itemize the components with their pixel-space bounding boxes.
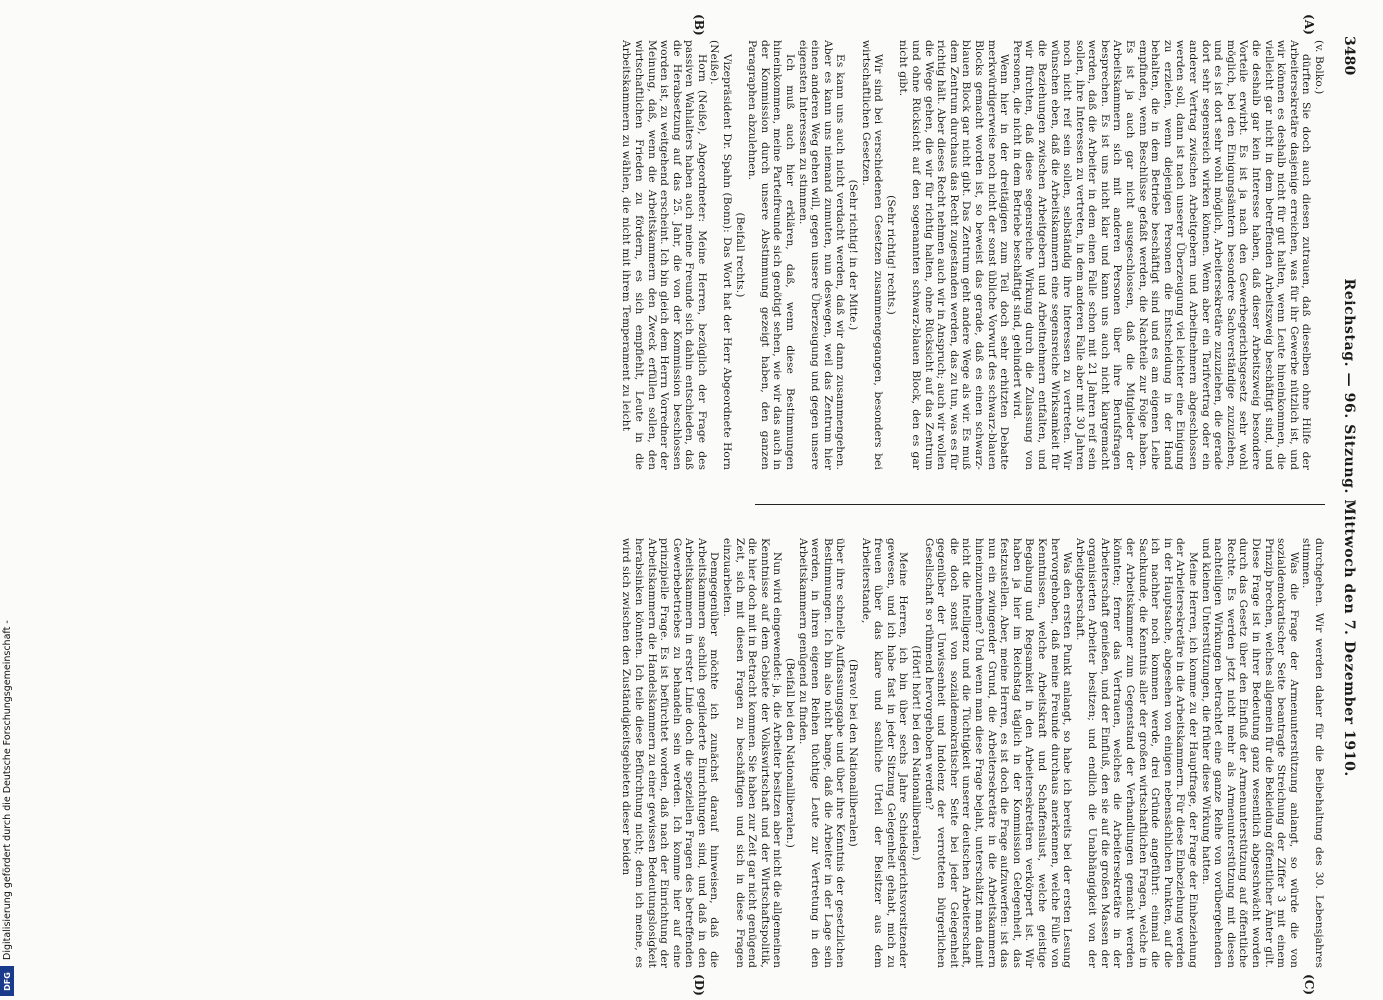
margin-letter-b: (B) bbox=[692, 14, 706, 36]
digitization-note bbox=[0, 0, 16, 1000]
paragraph: (Beifall bei den Nationalliberalen.) bbox=[784, 658, 797, 848]
page-title: Reichstag. — 96. Sitzung. Mittwoch den 7. Dezember 1910. bbox=[1341, 278, 1357, 777]
paragraph: über ihre schnelle Auffassungsgabe und über ihre Kenntnis der gesetzlichen Bestimmungen. Ich bin also nicht bange, daß die Arbeiter in der Lage sein werden, in ihren eigenen Reihen tüchtige Leute zur Vertretung in den Arbeitskammern genügend zu finden. bbox=[796, 538, 847, 968]
paragraph: Was die Frage der Armenunterstützung anlangt, so würde die von sozialdemokratischer Seite beantragte Streichung der Ziffer 3 mit einem Prinzip brechen, welches allgemein für die Bekleidung öffentlicher Ämter gilt. Diese Frage ist in ihrer Bedeutung ganz wesentlich abgeschwächt worden durch das Gesetz über den Einfluß der Armenunterstützung auf öffentliche Rechte. Es werden jetzt nicht mehr als Armenunterstützung mit diesen nachteiligen Wirkungen betrachtet eine ganze Reihe von vorübergehenden und kleinen Unterstützungen, die früher diese Wirkung hatten. bbox=[1199, 538, 1300, 968]
paragraph: (Bravo! bei den Nationalliberalen) bbox=[847, 659, 860, 847]
paragraph: Ich muß auch hier erklären, daß, wenn diese Bestimmungen hineinkommen, meine Parteifreunde sich genötigt sehen, wie wir das auch in der Kommission durch unsere Abstimmung gezeigt haben, den ganzen Paragraphen abzulehnen. bbox=[746, 40, 797, 470]
paragraph: Nun wird eingewendet: ja, die Arbeiter besitzen aber nicht die allgemeinen Kenntnisse auf dem Gebiete der Volkswirtschaft und der Wirtschaftspolitik, die hier doch mit in Betracht kommen. Sie haben zur Zeit gar nicht genügend Zeit, sich mit diesen Fragen zu beschäftigen und sich in diese Fragen einzuarbeiten. bbox=[721, 538, 784, 968]
paragraph: (Hört! hört! bei den Nationalliberalen.) bbox=[910, 645, 922, 861]
paragraph: Demgegenüber möchte ich zunächst darauf hinweisen, daß die Arbeitskammern sachlich gegliederte Einrichtungen sind, und daß in den Arbeitskammern in erster Linie doch die speziellen Fragen des betreffenden Gewerbebetriebes zu behandeln sein werden. Ich komme hier auf eine prinzipielle Frage. Es ist befürchtet worden, daß nach der Einrichtung der Arbeitskammern die Handelskammern zu einer gewissen Bedeutungslosigkeit herabsinken könnten. Ich teile diese Befürchtung nicht; denn ich meine, es wird sich zwischen den Zuständigkeitsgebieten dieser beiden bbox=[620, 538, 721, 968]
rotated-document-page bbox=[55, 14, 1357, 997]
digitization-note-text: Digitalisierung gefördert durch die Deutsche Forschungsgemeinschaft - bbox=[2, 620, 13, 960]
left-column bbox=[55, 40, 1325, 470]
page-number: 3480 bbox=[1341, 36, 1357, 76]
margin-letter-a: (A) bbox=[1302, 14, 1316, 35]
paragraph: Was den ersten Punkt anlangt, so habe ich bereits bei der ersten Lesung hervorgehoben, daß meine Freunde durchaus anerkennen, welche Fülle von Kenntnissen, welche Arbeitskraft und Schaffenslust, welche geistige Begabung und Regsamkeit in den Arbeitersekretären verkörpert ist. Wir haben ja hier im Reichstag täglich in der Kommission Gelegenheit, das festzustellen. Aber, meine Herren, es ist doch die Frage aufzuwerfen: ist das nun ein zwingender Grund, die Arbeitersekretäre in die Arbeitskammern hineinzunehmen? Und wenn man diese Frage bejaht, unterschätzt man damit nicht die Intelligenz und die Tüchtigkeit unserer deutschen Arbeiterschaft, die doch sonst von sozialdemokratischer Seite bei jeder Gelegenheit gegenüber der Unwissenheit und Indolenz der verrotteten bürgerlichen Gesellschaft so rühmend hervorgehoben werden? bbox=[922, 538, 1074, 968]
paragraph: dürften Sie doch auch diesen zutrauen, daß dieselben ohne Hilfe der Arbeitersekretäre dasjenige erreichen, was für ihr Gewerbe nützlich ist, und wir können es deshalb nicht für gut halten, wenn Leute hineinkommen, die vielleicht gar nicht in dem betreffenden Arbeitszweig beschäftigt sind, und die deshalb gar kein Interesse haben, daß dieser Arbeitszweig besondere Vorteile erwirbt. Es ist ja nach den Gewerbegerichtsgesetz sehr wohl möglich, bei den Einigungsämtern besondere Sachverständige zuzuziehen, und es ist dort sehr wohl möglich, Arbeitersekretäre zuzuziehen, die gerade dort sehr segensreich wirken können. Wenn aber ein Tarifvertrag oder ein anderer Vertrag zwischen Arbeitgebern und Arbeitnehmern abgeschlossen werden soll, dann ist nach unserer Überzeugung viel leichter eine Einigung zu erzielen, wenn diejenigen Personen die Entscheidung in der Hand behalten, die in dem Betriebe beschäftigt sind und es am eigenen Leibe empfinden, wenn Beschlüsse gefaßt werden, die Nachteile zur Folge haben. Es ist ja auch gar nicht ausgeschlossen, daß die Mitglieder der Arbeitskammern sich mit anderen Personen über ihre Berufsfragen besprechen. Es ist uns nicht klar und kann uns auch nicht klargemacht werden, daß die Arbeiter in dem einen Falle schon mit 21 Jahren reif sein sollen, ihre Interessen zu vertreten, in dem anderen Falle aber mit 30 Jahren noch nicht reif sein sollen, selbständig ihre Interessen zu vertreten. Wir wünschen eben, daß die Arbeitskammern eine segensreiche Wirksamkeit für die Beziehungen zwischen Arbeitgebern und Arbeitnehmern entfalten, und wir fürchten, daß diese segensreiche Wirkung durch die Zulassung von Personen, die nicht in dem Betriebe beschäftigt sind, gehindert wird. bbox=[1010, 40, 1313, 470]
paragraph: durchgehen. Wir werden daher für die Beibehaltung des 30. Lebensjahres stimmen. bbox=[1300, 538, 1325, 968]
dfg-logo bbox=[0, 966, 14, 996]
column-divider bbox=[755, 504, 1325, 505]
paragraph: Meine Herren, ich bin über sechs Jahre Schiedsgerichtsvorsitzender gewesen, und ich habe fast in jeder Sitzung Gelegenheit gehabt, mich zu freuen über das klare und sachliche Urteil der Beisitzer aus dem Arbeiterstande, bbox=[859, 538, 910, 968]
paragraph: (Sehr richtig! rechts.) bbox=[884, 195, 897, 315]
paragraph: Meine Herren, ich komme zu der Hauptfrage, der Frage der Einbeziehung der Arbeitersekretäre in die Arbeitskammern. Für diese Einbeziehung werden in der Hauptsache, abgesehen von einigen nebensächlichen Punkten, auf die ich nachher noch kommen werde, drei Gründe angeführt: einmal die Sachkunde, die Kenntnis aller der großen wirtschaftlichen Fragen, welche in der Arbeitskammer zum Gegenstand der Verhandlungen gemacht werden könnten; ferner das Vertrauen, welches die Arbeitersekretäre in der Arbeiterschaft genießen, und der Einfluß, den sie auf die großen Massen der organisierten Arbeiter besitzen; und endlich die Unabhängigkeit von der Arbeitgeberschaft. bbox=[1073, 538, 1200, 968]
dfg-logo-text: DFG bbox=[2, 971, 12, 991]
paragraph: Horn (Neiße), Abgeordneter: Meine Herren, bezüglich der Frage des passiven Wahlalters haben auch meine Freunde sich dahin entschieden, daß die Herabsetzung auf das 25. Jahr, die von der Kommission beschlossen worden ist, zu weitgehend erscheint. Ich bin gleich dem Herrn Vorredner der Meinung, daß, wenn die Arbeitskammern den Zweck erfüllen sollen, den wirtschaftlichen Frieden zu fördern, es sich empfiehlt, Leute in die Arbeitskammern zu wählen, die nicht mit ihrem Temperament zu leicht bbox=[620, 40, 708, 470]
page-header bbox=[1333, 36, 1355, 980]
paragraph: Wenn hier in der dreitägigen zum Teil doch sehr erhitzten Debatte merkwürdigerweise noch nicht der sonst übliche Vorwurf des schwarz-blauen Blocks gemacht worden ist, so beweist das gerade, daß es einen schwarz-blauen Block gar nicht gibt. Das Zentrum geht andere Wege als wir. Es muß dem Zentrum durchaus das Recht zugestanden werden, das zu tun, was es für richtig hält. Aber dieses Recht nehmen auch wir in Anspruch; auch wir wollen die Wege gehen, die wir für richtig halten, ohne Rücksicht auf das Zentrum und ohne Rücksicht auf den sogenannten schwarz-blauen Block, den es gar nicht gibt. bbox=[897, 40, 1011, 470]
paragraph: Es kann uns auch nicht verdacht werden, daß wir dann zusammengehen. Aber es kann uns niemand zumuten, nun deswegen, weil das Zentrum hier einen anderen Weg gehen will, gegen unsere Überzeugung und gegen unsere eigensten Interessen zu stimmen. bbox=[796, 40, 847, 470]
paragraph: Wir sind bei verschiedenen Gesetzen zusammengegangen, besonders bei wirtschaftlichen Gesetzen. bbox=[859, 40, 885, 470]
paragraph: (Sehr richtig! in der Mitte.) bbox=[847, 179, 860, 331]
margin-letter-d: (D) bbox=[692, 974, 706, 997]
right-column bbox=[55, 538, 1325, 968]
margin-letter-c: (C) bbox=[1302, 974, 1316, 996]
paragraph: (Beifall rechts.) bbox=[733, 212, 746, 298]
paragraph: (v. Bolko.) bbox=[1313, 40, 1325, 95]
paragraph: Vizepräsident Dr. Spahn (Bonn): Das Wort hat der Herr Abgeordnete Horn (Neiße). bbox=[708, 40, 734, 470]
